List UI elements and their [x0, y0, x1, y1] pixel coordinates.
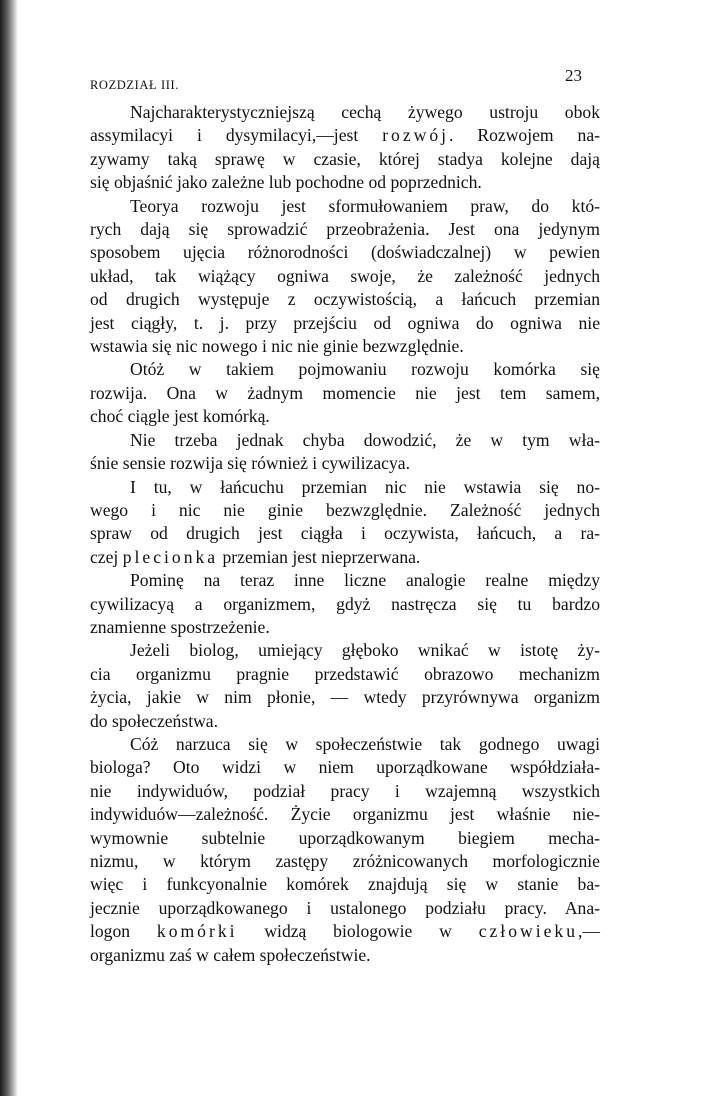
text-run: organizmu zaś w całem społeczeństwie.	[90, 944, 371, 965]
text-run: Nie trzeba jednak chyba dowodzić, że w tym wła-	[130, 429, 600, 450]
text-run: wstawia się nic nowego i nic nie ginie bezwzględnie.	[90, 336, 464, 357]
text-run: choć ciągle jest komórką.	[90, 406, 270, 427]
text-run: cia organizmu pragnie przedstawić obrazowo mechanizm	[90, 663, 600, 684]
text-line	[90, 499, 600, 522]
text-line	[90, 358, 600, 381]
text-run: assymilacyi i dysymilacyi,—jest	[90, 125, 383, 146]
text-line	[90, 710, 600, 733]
text-run: widzą biologowie w	[237, 921, 479, 942]
text-line	[90, 546, 600, 569]
text-line	[90, 569, 600, 592]
text-run: przemian jest nieprzerwana.	[218, 546, 421, 567]
text-run: Teorya rozwoju jest sformułowaniem praw, do któ-	[130, 195, 600, 216]
emphasized-word: rozwój	[382, 125, 450, 146]
paragraph	[90, 101, 600, 195]
text-run: biologa? Oto widzi w niem uporządkowane współdziała-	[90, 757, 600, 778]
text-line	[90, 920, 600, 943]
text-line	[90, 897, 600, 920]
text-run: do społeczeństwa.	[90, 710, 219, 731]
text-line	[90, 312, 600, 335]
text-line	[90, 452, 600, 475]
paragraph	[90, 639, 600, 733]
text-run: Otóż w takiem pojmowaniu rozwoju komórka się	[130, 359, 600, 380]
binding-shadow	[0, 0, 18, 1096]
paragraph	[90, 569, 600, 639]
text-line	[90, 218, 600, 241]
text-line	[90, 780, 600, 803]
text-line	[90, 873, 600, 896]
emphasized-word: komórki	[156, 921, 238, 942]
text-run: indywiduów—zależność. Życie organizmu jest właśnie nie-	[90, 804, 600, 825]
text-run: I tu, w łańcuchu przemian nic nie wstawia się no-	[130, 476, 600, 497]
text-line	[90, 195, 600, 218]
paragraph	[90, 358, 600, 428]
text-run: śnie sensie rozwija się również i cywilizacya.	[90, 453, 410, 474]
text-line	[90, 171, 600, 194]
paragraph	[90, 476, 600, 570]
text-run: czej	[90, 546, 123, 567]
emphasized-word: plecionka	[122, 546, 219, 567]
text-run: rozwija. Ona w żadnym momencie nie jest tem samem,	[90, 382, 600, 403]
text-line	[90, 639, 600, 662]
text-line	[90, 405, 600, 428]
page-number: 23	[565, 66, 582, 85]
text-run: nie indywiduów, podział pracy i wzajemną wszystkich	[90, 780, 600, 801]
text-run: rych dają się sprowadzić przeobrażenia. Jest ona jedynym	[90, 219, 600, 240]
text-line	[90, 803, 600, 826]
text-run: spraw od drugich jest ciągła i oczywista, łańcuch, a ra-	[90, 523, 600, 544]
text-line	[90, 382, 600, 405]
text-run: wymownie subtelnie uporządkowanym biegiem mecha-	[90, 827, 600, 848]
text-run: logon	[90, 921, 157, 942]
text-line	[90, 522, 600, 545]
text-run: więc i funkcyonalnie komórek znajdują się w stanie ba-	[90, 874, 600, 895]
text-line	[90, 288, 600, 311]
text-line	[90, 756, 600, 779]
running-head: ROZDZIAŁ III.	[90, 78, 180, 92]
text-line	[90, 265, 600, 288]
text-run: Pominę na teraz inne liczne analogie realne między	[130, 570, 600, 591]
text-run: nizmu, w którym zastępy zróżnicowanych morfologicznie	[90, 851, 600, 871]
text-run: znamienne spostrzeżenie.	[90, 616, 270, 637]
text-line	[90, 686, 600, 709]
text-run: Cóż narzuca się w społeczeństwie tak godnego uwagi	[130, 733, 600, 754]
paragraph	[90, 733, 600, 967]
text-line	[90, 148, 600, 171]
text-run: ,—	[578, 921, 600, 942]
text-run: się objaśnić jako zależne lub pochodne od poprzednich.	[90, 172, 482, 193]
text-run: jecznie uporządkowanego i ustalonego podziału pracy. Ana-	[90, 897, 600, 918]
text-run: życia, jakie w nim płonie, — wtedy przyrównywa organizm	[90, 687, 600, 708]
paragraph	[90, 429, 600, 476]
text-run: sposobem ujęcia różnorodności (doświadczalnej) w pewien	[90, 242, 600, 263]
text-run: układ, tak wiążący ogniwa swoje, że zależność jednych	[90, 265, 600, 286]
text-line	[90, 616, 600, 639]
text-run: jest ciągły, t. j. przy przejściu od ogniwa do ogniwa nie	[90, 312, 600, 333]
text-run: cywilizacyą a organizmem, gdyż nastręcza się tu bardzo	[90, 593, 600, 614]
text-line	[90, 593, 600, 616]
text-run: . Rozwojem na-	[449, 125, 601, 146]
text-line	[90, 827, 600, 850]
text-line	[90, 101, 600, 124]
text-line	[90, 241, 600, 264]
text-line	[90, 663, 600, 686]
text-line	[90, 850, 600, 873]
text-line	[90, 429, 600, 452]
text-line	[90, 944, 600, 967]
text-run: Jeżeli biolog, umiejący głęboko wnikać w istotę ży-	[130, 640, 600, 661]
text-run: od drugich występuje z oczywistością, a łańcuch przemian	[90, 289, 600, 310]
text-line	[90, 124, 600, 147]
text-run: Najcharakterystyczniejszą cechą żywego ustroju obok	[130, 102, 600, 122]
paragraph	[90, 195, 600, 359]
text-line	[90, 476, 600, 499]
emphasized-word: człowieku	[478, 921, 578, 942]
text-line	[90, 335, 600, 358]
text-line	[90, 733, 600, 756]
text-run: zywamy taką sprawę w czasie, której stadya kolejne dają	[90, 148, 600, 169]
body-text	[90, 101, 600, 967]
text-run: wego i nic nie ginie bezwzględnie. Zależność jednych	[90, 499, 600, 520]
